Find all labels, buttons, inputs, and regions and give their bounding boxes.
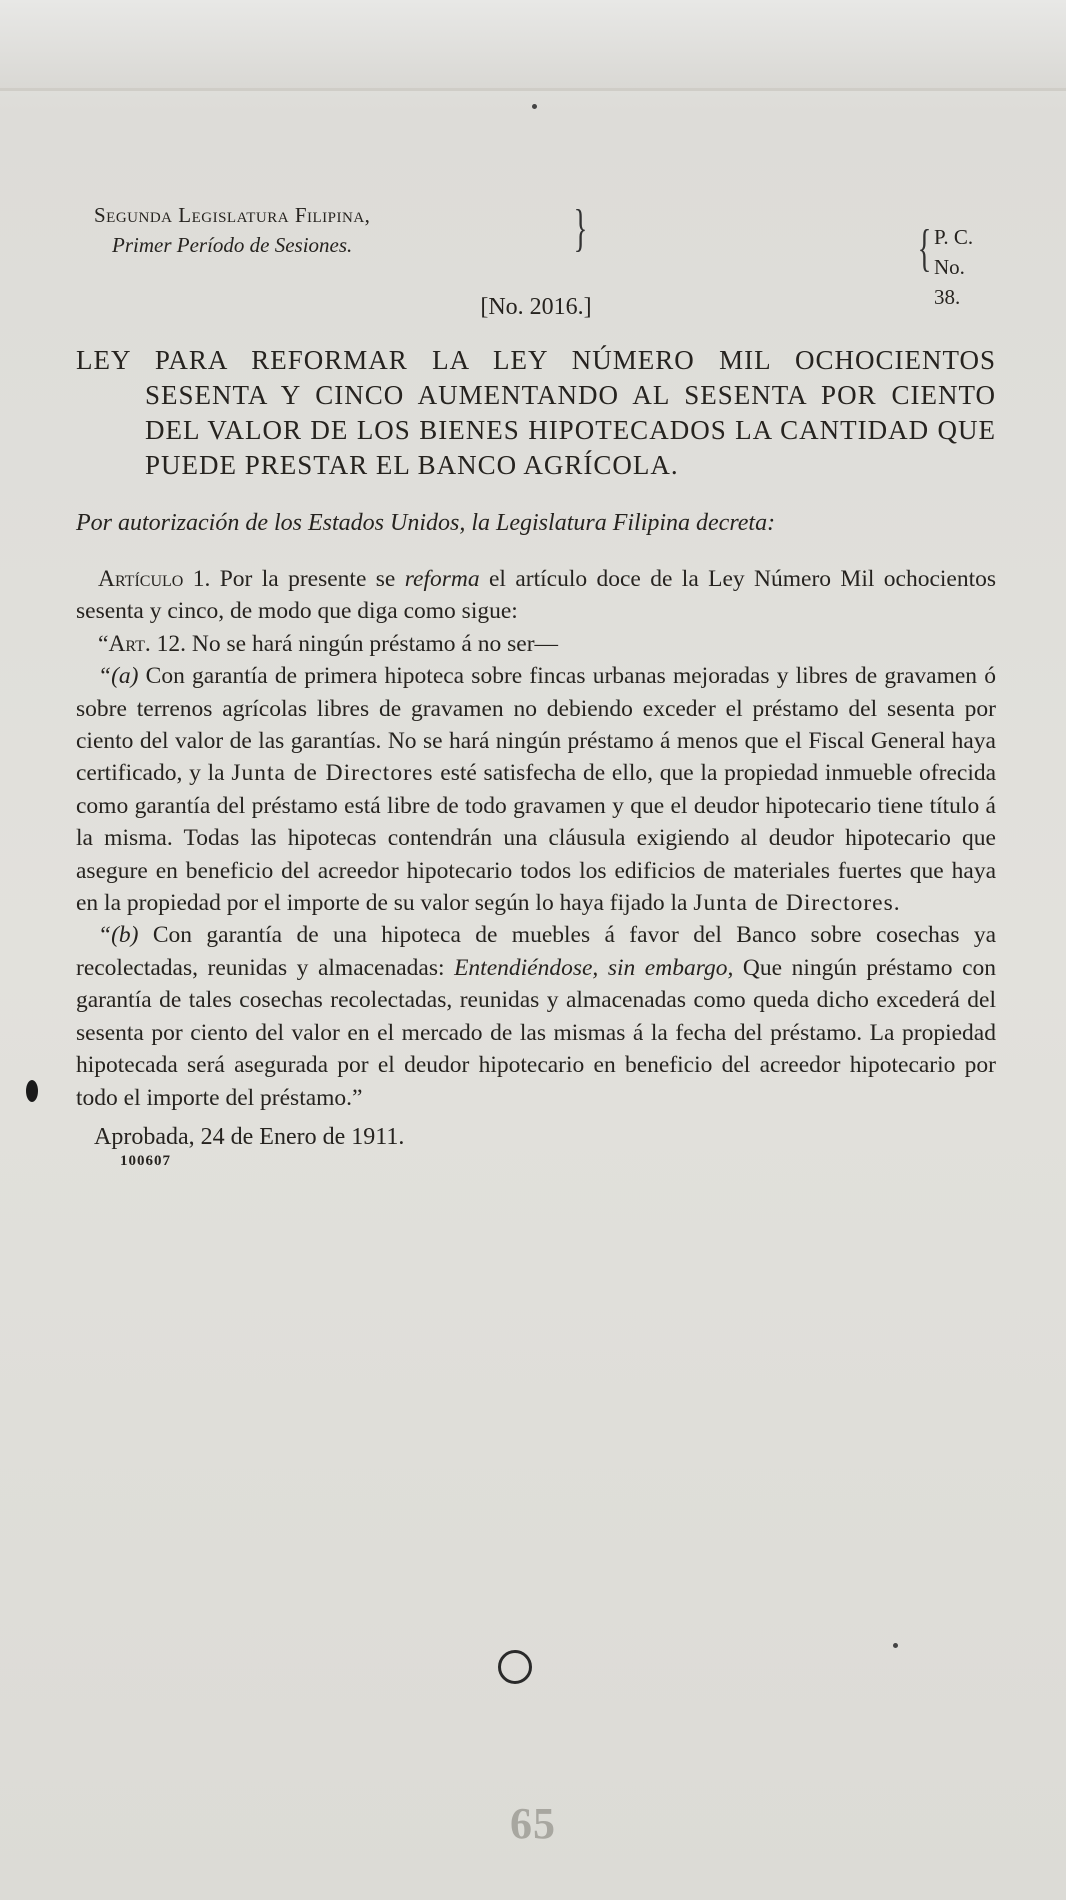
legislature-name: Segunda Legislatura Filipina, [94, 203, 371, 227]
article-1 [76, 563, 996, 628]
scan-top-margin [0, 0, 1066, 90]
article-text: No se hará ningún préstamo á no ser— [191, 630, 559, 657]
clause-b [76, 919, 996, 1113]
clause-spaced-text: Junta de Directores [231, 760, 434, 787]
article-label: Artículo 1. [98, 566, 211, 592]
document-body [76, 200, 996, 1170]
article-emphasis: reforma [404, 566, 480, 592]
page-number: 65 [510, 1799, 556, 1848]
clause-spaced-text: Junta de Directores. [693, 890, 901, 917]
act-number: [No. 2016.] [480, 294, 592, 320]
enacting-clause: Por autorización de los Estados Unidos, la Legislatura Filipina decreta: [76, 510, 776, 536]
circle-mark-icon [498, 1650, 532, 1684]
brace-icon: } [573, 200, 588, 257]
article-label: Art. 12. [108, 630, 187, 657]
bill-type: P. C. [934, 225, 974, 249]
clause-text: Con garantía de primera hipoteca sobre fincas urbanas mejoradas y libres de gravamen ó sobre terrenos agrícolas libres de gravamen no debiendo exceder el préstamo del sesenta por ciento del valor de las garantías. No se hará ningún préstamo á menos que el Fiscal General haya certificado, y la [76, 663, 996, 787]
article-text: el artículo doce de la Ley Número Mil ochocientos sesenta y cinco, de modo que diga como sigue: [76, 566, 997, 625]
legislature-block [94, 200, 370, 260]
clause-text: esté satisfecha de ello, que la propiedad inmueble ofrecida como garantía del préstamo está libre de todo gravamen y que el deudor hipotecario tiene título á la misma. Todas las hipotecas contendrán una cláusula exigiendo al deudor hipotecario que asegure en beneficio del acreedor hipotecario todos los edificios de materiales fuertes que haya en la propiedad por el importe de su valor según lo haya fijado la [76, 760, 997, 917]
open-quote: “ [98, 630, 109, 657]
dust-speck [532, 104, 537, 109]
scan-edge-line [0, 88, 1066, 91]
clause-emphasis: Entendiéndose, sin embargo, [454, 954, 734, 981]
binding-hole [26, 1080, 38, 1102]
bill-reference [917, 220, 996, 312]
bill-number: No. 38. [934, 255, 965, 309]
brace-icon: { [917, 220, 932, 277]
clause-label: “(b) [98, 922, 139, 949]
clause-a [76, 660, 996, 919]
session-name: Primer Período de Sesiones. [112, 233, 353, 257]
approval-date: Aprobada, 24 de Enero de 1911. [94, 1123, 405, 1150]
clause-label: “(a) [98, 663, 139, 690]
article-12 [76, 628, 996, 660]
article-text: Por la presente se [219, 566, 396, 592]
act-title: LEY PARA REFORMAR LA LEY NÚMERO MIL OCHOCIENTOS SESENTA Y CINCO AUMENTANDO AL SESENTA POR CIENTO DEL VALOR DE LOS BIENES HIPOTECADOS LA CANTIDAD QUE PUEDE PRESTAR EL BANCO AGRÍCOLA. [76, 345, 996, 480]
clause-text: Que ningún préstamo con garantía de tales cosechas recolectadas, reunidas y almacenadas como queda dicho excederá del sesenta por ciento del valor en el mercado de las mismas á la fecha del préstamo. La propiedad hipotecada será asegurada por el deudor hipotecario en beneficio del acreedor hipotecario por todo el importe del préstamo.” [76, 954, 997, 1111]
print-code: 100607 [120, 1152, 171, 1169]
dust-speck [893, 1643, 898, 1648]
clause-text: Con garantía de una hipoteca de muebles á favor del Banco sobre cosechas ya recolectadas, reunidas y almacenadas: [76, 922, 997, 981]
